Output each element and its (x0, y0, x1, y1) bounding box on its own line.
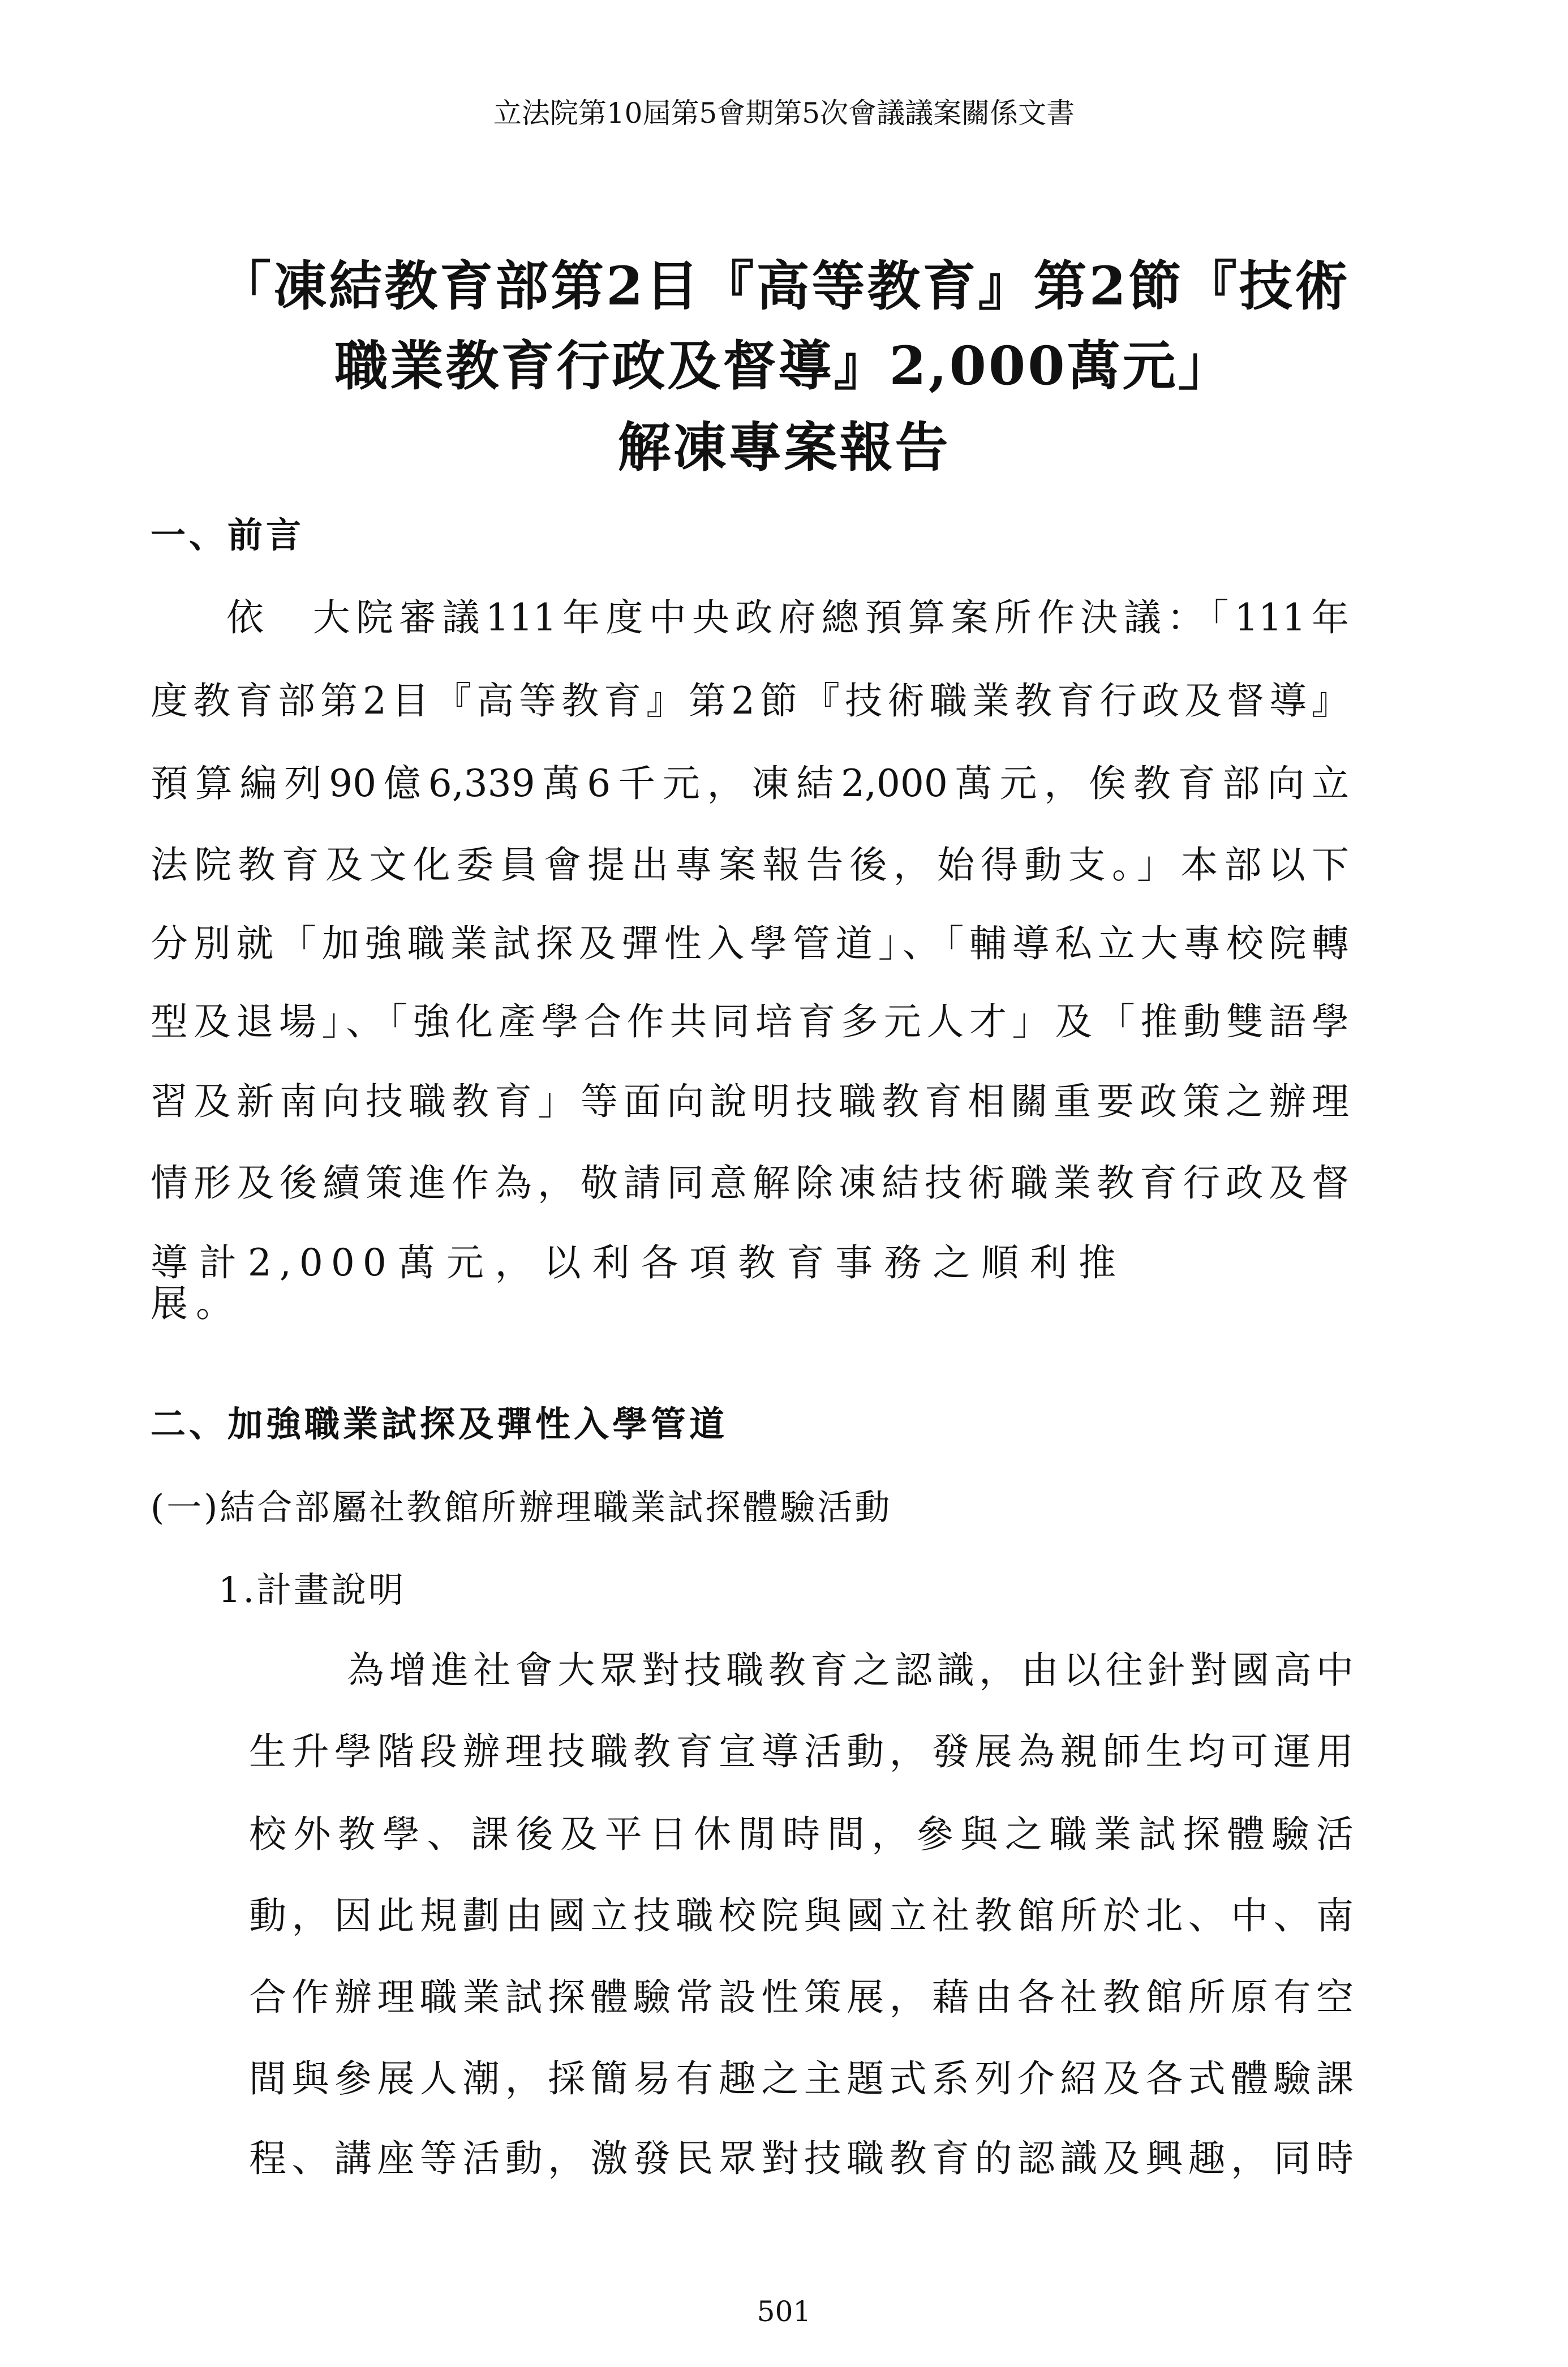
item-heading: 1.計畫說明 (218, 1569, 406, 1610)
paragraph-line: 法院教育及文化委員會提出專案報告後，始得動支。」本部以下 (151, 843, 1349, 887)
paragraph-line: 預算編列90億6,339萬6千元，凍結2,000萬元，俟教育部向立 (151, 762, 1349, 805)
subsection-heading: (一)結合部屬社教館所辦理職業試探體驗活動 (151, 1487, 892, 1528)
paragraph-line: 型及退場」、「強化產學合作共同培育多元人才」及「推動雙語學 (151, 1000, 1349, 1043)
paragraph-line: 度教育部第2目『高等教育』第2節『技術職業教育行政及督導』 (151, 679, 1349, 723)
title-line-2: 職業教育行政及督導』2,000萬元」 (334, 335, 1234, 397)
section-heading-vocational-exploration: 二、加強職業試探及彈性入學管道 (151, 1403, 728, 1445)
paragraph-line: 合作辦理職業試探體驗常設性策展，藉由各社教館所原有空 (249, 1975, 1354, 2019)
paragraph-line: 校外教學、課後及平日休閒時間，參與之職業試探體驗活 (249, 1812, 1354, 1856)
paragraph-line: 分別就「加強職業試探及彈性入學管道」、「輔導私立大專校院轉 (151, 922, 1349, 965)
paragraph-line: 導計2,000萬元，以利各項教育事務之順利推展。 (151, 1241, 1124, 1325)
paragraph-line: 習及新南向技職教育」等面向說明技職教育相關重要政策之辦理 (151, 1080, 1349, 1123)
paragraph-line: 程、講座等活動，激發民眾對技職教育的認識及興趣，同時 (249, 2137, 1354, 2180)
paragraph-line: 間與參展人潮，採簡易有趣之主題式系列介紹及各式體驗課 (249, 2057, 1354, 2100)
title-line-3: 解凍專案報告 (617, 416, 951, 479)
paragraph-line: 情形及後續策進作為，敬請同意解除凍結技術職業教育行政及督 (151, 1161, 1349, 1205)
paragraph-line: 為增進社會大眾對技職教育之認識，由以往針對國高中 (347, 1648, 1354, 1692)
section-heading-preface: 一、前言 (151, 514, 305, 556)
paragraph-line: 生升學階段辦理技職教育宣導活動，發展為親師生均可運用 (249, 1730, 1354, 1773)
page-number: 501 (757, 2295, 811, 2328)
title-line-1: 「凍結教育部第2目『高等教育』第2節『技術 (218, 255, 1350, 317)
paragraph-line: 動，因此規劃由國立技職校院與國立社教館所於北、中、南 (249, 1894, 1354, 1938)
document-header: 立法院第10屆第5會期第5次會議議案關係文書 (493, 97, 1075, 130)
paragraph-line: 依 大院審議111年度中央政府總預算案所作決議：「111年 (226, 596, 1349, 639)
